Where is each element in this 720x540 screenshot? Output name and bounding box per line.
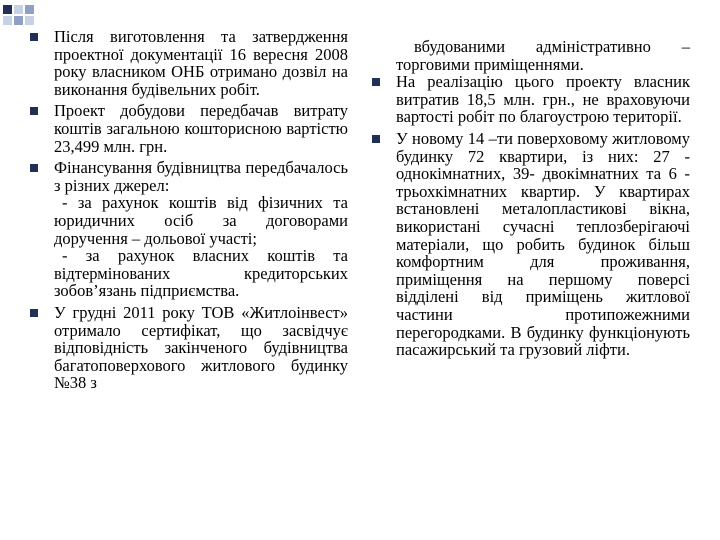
decor-square [3, 16, 12, 25]
right-column [372, 38, 690, 359]
list-item [30, 159, 348, 194]
list-item-text: У новому 14 –ти поверховому житловому будинку 72 квартири, із них: 27 - однокімнатних, 39- двокімнатних та 6 - трьохкімнатних квартир. У квартирах встановлені металопластикові вікна, використані сучасні теплозберігаючі матеріали, що робить будинок більш комфортним для проживання, приміщення на першому поверсі відділені від приміщень житлової частини протипожежними перегородками. В будинку функціонують пасажирський та грузовий ліфти. [396, 128, 690, 360]
bullet-icon [30, 33, 38, 41]
list-item [372, 130, 690, 359]
bullet-icon [30, 107, 38, 115]
list-item-text: У грудні 2011 року ТОВ «Житлоінвест» отримало сертифікат, що засвідчує відповідність закінченого будівництва багатоповерхового житлового будинку №38 з [54, 302, 348, 393]
sub-list-item-text: - за рахунок коштів від фізичних та юридичних осіб за договорами доручення – дольової участі; [54, 193, 348, 248]
decor-square [25, 16, 34, 25]
bullet-icon [372, 78, 380, 86]
bullet-icon [30, 309, 38, 317]
list-item [30, 102, 348, 155]
bullet-icon [30, 164, 38, 172]
decor-square [25, 5, 34, 14]
list-item [30, 28, 348, 98]
list-item [30, 304, 348, 392]
left-column [30, 28, 348, 392]
list-item-text: Після виготовлення та затвердження проектної документації 16 вересня 2008 року власником ОНБ отримано дозвіл на виконання будівельних робіт. [54, 27, 348, 99]
list-item-text: На реалізацію цього проекту власник витратив 18,5 млн. грн., не враховуючи вартості робіт по благоустрою території. [396, 72, 690, 127]
sub-list-item [30, 194, 348, 247]
decor-square [3, 5, 12, 14]
decor-square [14, 16, 23, 25]
list-item [372, 73, 690, 126]
sub-list-item [30, 247, 348, 300]
list-item-text: Фінансування будівництва передбачалось з різних джерел: [54, 158, 348, 195]
decor-square [14, 5, 23, 14]
bullet-icon [372, 135, 380, 143]
sub-list-item-text: - за рахунок власних коштів та відтермінованих кредиторських зобов’язань підприємства. [54, 246, 348, 301]
continuation-text-value: вбудованими адміністративно – торговими приміщеннями. [396, 37, 690, 74]
list-item-text: Проект добудови передбачав витрату коштів загальною кошторисною вартістю 23,499 млн. грн. [54, 101, 348, 156]
continuation-text [372, 38, 690, 73]
